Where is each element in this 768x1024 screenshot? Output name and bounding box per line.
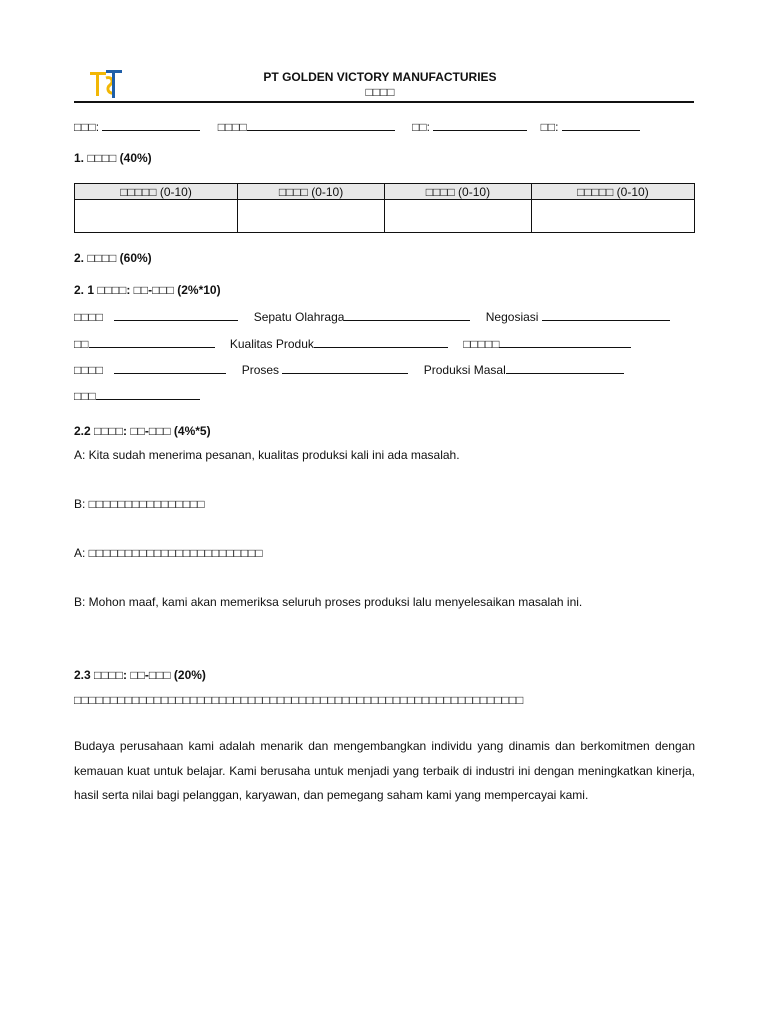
part3-heading: 2.3 □□□□: □□-□□□ (20%)	[74, 668, 206, 682]
vocab-item	[74, 335, 215, 351]
info-field	[74, 118, 200, 134]
company-logo-icon	[88, 66, 122, 100]
part2-heading: 2.2 □□□□: □□-□□□ (4%*5)	[74, 424, 211, 438]
vocab-term: □□□□□	[463, 337, 500, 351]
source-paragraph: □□□□□□□□□□□□□□□□□□□□□□□□□□□□□□□□□□□□□□□□□□□□□□□□□□□□□□□□□□□□□□	[74, 693, 524, 707]
vocab-term: Produksi Masal	[423, 363, 506, 377]
answer-blank[interactable]	[96, 387, 200, 400]
vocab-item	[424, 361, 624, 377]
section1-heading: 1. □□□□ (40%)	[74, 151, 152, 165]
vocab-term: □□	[74, 337, 89, 351]
vocab-item	[254, 308, 471, 324]
vocab-item	[242, 361, 409, 377]
vocab-item	[230, 335, 448, 351]
dialogue-line: A: Kita sudah menerima pesanan, kualitas produksi kali ini ada masalah.	[74, 448, 460, 462]
vocab-item	[463, 335, 631, 351]
answer-blank[interactable]	[89, 335, 215, 348]
info-field-label: □□□□	[217, 120, 247, 134]
info-field-label: □□:	[412, 120, 434, 134]
info-field	[412, 118, 527, 134]
vocab-term: Kualitas Produk	[229, 337, 314, 351]
answer-blank[interactable]	[314, 335, 448, 348]
vocab-item	[74, 361, 226, 377]
info-blank[interactable]	[562, 118, 640, 131]
answer-blank[interactable]	[114, 361, 226, 374]
dialogue-line: B: □□□□□□□□□□□□□□□□	[74, 497, 205, 511]
dialogue-line: B: Mohon maaf, kami akan memeriksa seluruh proses produksi lalu menyelesaikan masalah ini.	[74, 595, 583, 609]
score-column-header: □□□□ (0-10)	[384, 184, 531, 200]
vocab-row	[74, 387, 694, 403]
answer-blank[interactable]	[114, 308, 238, 321]
vocab-row	[74, 308, 694, 324]
company-name: PT GOLDEN VICTORY MANUFACTURIES	[263, 70, 497, 84]
info-field	[541, 118, 640, 134]
dialogue-line: A: □□□□□□□□□□□□□□□□□□□□□□□□	[74, 546, 263, 560]
vocab-term: □□□	[74, 389, 96, 403]
vocab-term: □□□□	[74, 363, 103, 377]
info-field-label: □□:	[540, 120, 562, 134]
part1-heading: 2. 1 □□□□: □□-□□□ (2%*10)	[74, 283, 221, 297]
score-cell[interactable]	[384, 200, 531, 233]
score-cell[interactable]	[238, 200, 385, 233]
answer-blank[interactable]	[499, 335, 631, 348]
answer-blank[interactable]	[542, 308, 670, 321]
section2-heading: 2. □□□□ (60%)	[74, 251, 152, 265]
answer-blank[interactable]	[344, 308, 470, 321]
info-field-label: □□□:	[74, 120, 103, 134]
student-info-row	[74, 118, 694, 134]
score-cell[interactable]	[531, 200, 694, 233]
vocab-row	[74, 335, 694, 351]
answer-blank[interactable]	[282, 361, 408, 374]
vocab-item	[74, 387, 200, 403]
score-cell[interactable]	[75, 200, 238, 233]
score-column-header: □□□□□ (0-10)	[531, 184, 694, 200]
vocab-term: Proses	[241, 363, 280, 377]
vocab-term: Negosiasi	[485, 310, 539, 324]
score-column-header: □□□□□ (0-10)	[75, 184, 238, 200]
info-blank[interactable]	[433, 118, 527, 131]
vocab-row	[74, 361, 694, 377]
translation-paragraph: Budaya perusahaan kami adalah menarik dan mengembangkan individu yang dinamis dan berkomitmen dengan kemauan kuat untuk belajar. Kami berusaha untuk menjadi yang terbaik di industri ini dengan meningkatkan kinerja, hasil serta nilai bagi pelanggan, karyawan, dan pemegang saham kami yang mempercayai kami.	[74, 739, 695, 802]
header-divider	[74, 101, 694, 103]
score-table-row	[75, 200, 695, 233]
vocab-item	[486, 308, 670, 324]
info-field	[218, 118, 395, 134]
score-table-header-row	[75, 184, 695, 200]
vocab-item	[74, 308, 238, 324]
vocab-term: □□□□	[74, 310, 103, 324]
info-blank[interactable]	[102, 118, 200, 131]
score-column-header: □□□□ (0-10)	[238, 184, 385, 200]
vocab-term: Sepatu Olahraga	[253, 310, 345, 324]
answer-blank[interactable]	[506, 361, 624, 374]
score-table	[74, 183, 695, 233]
info-blank[interactable]	[247, 118, 395, 131]
document-subtitle: □□□□	[365, 85, 395, 99]
